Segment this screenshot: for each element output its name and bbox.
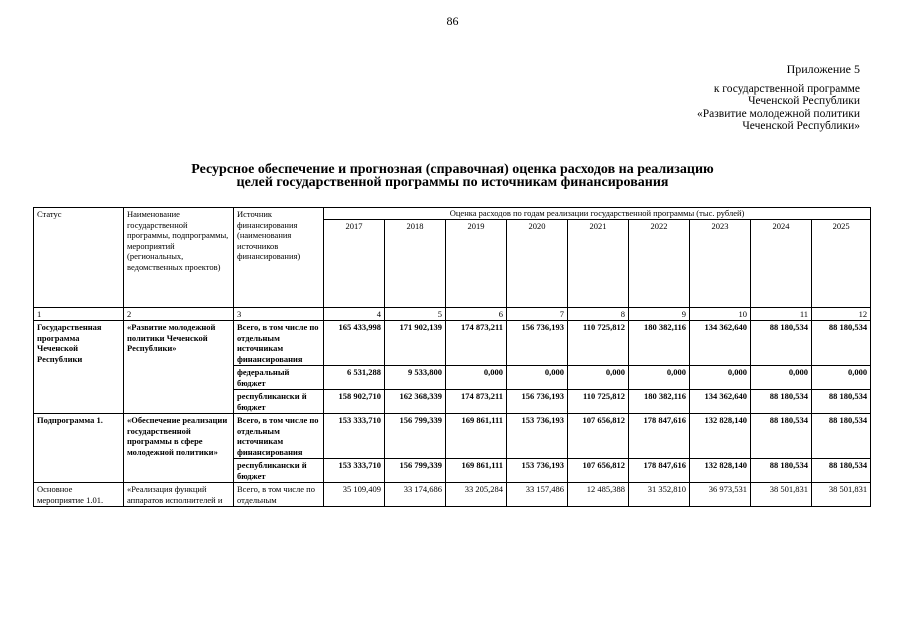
value-cell: 153 736,193 (507, 414, 568, 459)
value-cell: 169 861,111 (446, 414, 507, 459)
value-cell: 31 352,810 (629, 483, 690, 507)
value-cell: 169 861,111 (446, 459, 507, 483)
row-name: «Обеспечение реализации государственной программы в сфере молодежной политики» (124, 414, 234, 483)
value-cell: 153 736,193 (507, 459, 568, 483)
row-status: Подпрограмма 1. (34, 414, 124, 483)
value-cell: 174 873,211 (446, 321, 507, 366)
header-year: 2023 (690, 219, 751, 307)
page-number: 86 (446, 14, 459, 28)
value-cell: 134 362,640 (690, 321, 751, 366)
value-cell: 88 180,534 (751, 390, 812, 414)
value-cell: 153 333,710 (324, 414, 385, 459)
value-cell: 132 828,140 (690, 459, 751, 483)
header-year: 2018 (385, 219, 446, 307)
appendix-line: Чеченской Республики (748, 95, 860, 108)
value-cell: 0,000 (751, 366, 812, 390)
table-row (34, 483, 871, 507)
row-source: Всего, в том числе по отдельным источникам финансирования (234, 321, 324, 366)
index-cell: 3 (234, 307, 324, 321)
value-cell: 180 382,116 (629, 390, 690, 414)
value-cell: 36 973,531 (690, 483, 751, 507)
value-cell: 33 174,686 (385, 483, 446, 507)
value-cell: 107 656,812 (568, 414, 629, 459)
header-year: 2022 (629, 219, 690, 307)
appendix-title: Приложение 5 (786, 62, 860, 76)
index-cell: 7 (507, 307, 568, 321)
value-cell: 156 799,339 (385, 414, 446, 459)
value-cell: 12 485,388 (568, 483, 629, 507)
heading-line-1: Ресурсное обеспечение и прогнозная (справочная) оценка расходов на реализацию (191, 162, 714, 177)
header-year: 2017 (324, 219, 385, 307)
header-source: Источник финансирования (наименования источников финансирования) (234, 208, 324, 308)
value-cell: 88 180,534 (751, 414, 812, 459)
value-cell: 156 799,339 (385, 459, 446, 483)
value-cell: 0,000 (446, 366, 507, 390)
index-cell: 2 (124, 307, 234, 321)
row-source: республикански й бюджет (234, 459, 324, 483)
value-cell: 88 180,534 (812, 390, 871, 414)
value-cell: 110 725,812 (568, 321, 629, 366)
index-row (34, 307, 871, 321)
row-name: «Развитие молодежной политики Чеченской Республики» (124, 321, 234, 414)
value-cell: 0,000 (629, 366, 690, 390)
value-cell: 165 433,998 (324, 321, 385, 366)
value-cell: 38 501,831 (812, 483, 871, 507)
row-source: федеральный бюджет (234, 366, 324, 390)
value-cell: 88 180,534 (812, 321, 871, 366)
index-cell: 1 (34, 307, 124, 321)
heading-line-2: целей государственной программы по источникам финансирования (236, 175, 669, 190)
value-cell: 35 109,409 (324, 483, 385, 507)
value-cell: 171 902,139 (385, 321, 446, 366)
row-source: республикански й бюджет (234, 390, 324, 414)
value-cell: 88 180,534 (812, 414, 871, 459)
index-cell: 11 (751, 307, 812, 321)
header-year: 2020 (507, 219, 568, 307)
value-cell: 0,000 (690, 366, 751, 390)
index-cell: 4 (324, 307, 385, 321)
header-estimate: Оценка расходов по годам реализации государственной программы (тыс. рублей) (324, 208, 871, 220)
appendix-line: «Развитие молодежной политики (697, 107, 860, 120)
value-cell: 178 847,616 (629, 414, 690, 459)
value-cell: 107 656,812 (568, 459, 629, 483)
value-cell: 156 736,193 (507, 321, 568, 366)
value-cell: 0,000 (812, 366, 871, 390)
value-cell: 178 847,616 (629, 459, 690, 483)
appendix-line: к государственной программе (713, 83, 860, 95)
index-cell: 10 (690, 307, 751, 321)
row-source: Всего, в том числе по отдельным источникам финансирования (234, 414, 324, 459)
value-cell: 156 736,193 (507, 390, 568, 414)
appendix-line: Чеченской Республики» (742, 119, 860, 132)
header-year: 2025 (812, 219, 871, 307)
value-cell: 0,000 (507, 366, 568, 390)
header-name: Наименование государственной программы, подпрограммы, мероприятий (региональных, ведомственных проектов) (124, 208, 234, 308)
index-cell: 6 (446, 307, 507, 321)
row-status: Основное мероприятие 1.01. (34, 483, 124, 507)
index-cell: 9 (629, 307, 690, 321)
value-cell: 6 531,288 (324, 366, 385, 390)
table-row (34, 414, 871, 459)
value-cell: 153 333,710 (324, 459, 385, 483)
value-cell: 162 368,339 (385, 390, 446, 414)
value-cell: 88 180,534 (812, 459, 871, 483)
value-cell: 180 382,116 (629, 321, 690, 366)
index-cell: 5 (385, 307, 446, 321)
value-cell: 0,000 (568, 366, 629, 390)
value-cell: 33 205,284 (446, 483, 507, 507)
table-row (34, 321, 871, 366)
header-year: 2019 (446, 219, 507, 307)
index-cell: 12 (812, 307, 871, 321)
document-heading (0, 163, 905, 189)
row-source: Всего, в том числе по отдельным (234, 483, 324, 507)
value-cell: 132 828,140 (690, 414, 751, 459)
value-cell: 174 873,211 (446, 390, 507, 414)
value-cell: 134 362,640 (690, 390, 751, 414)
value-cell: 33 157,486 (507, 483, 568, 507)
value-cell: 88 180,534 (751, 321, 812, 366)
value-cell: 110 725,812 (568, 390, 629, 414)
resource-table (33, 207, 871, 507)
header-year: 2021 (568, 219, 629, 307)
value-cell: 9 533,800 (385, 366, 446, 390)
row-name: «Реализация функций аппаратов исполнителей и (124, 483, 234, 507)
appendix-subtitle (697, 83, 860, 132)
value-cell: 158 902,710 (324, 390, 385, 414)
value-cell: 88 180,534 (751, 459, 812, 483)
index-cell: 8 (568, 307, 629, 321)
header-row (34, 208, 871, 220)
row-status: Государственная программа Чеченской Республики (34, 321, 124, 414)
header-year: 2024 (751, 219, 812, 307)
header-status: Статус (34, 208, 124, 308)
value-cell: 38 501,831 (751, 483, 812, 507)
